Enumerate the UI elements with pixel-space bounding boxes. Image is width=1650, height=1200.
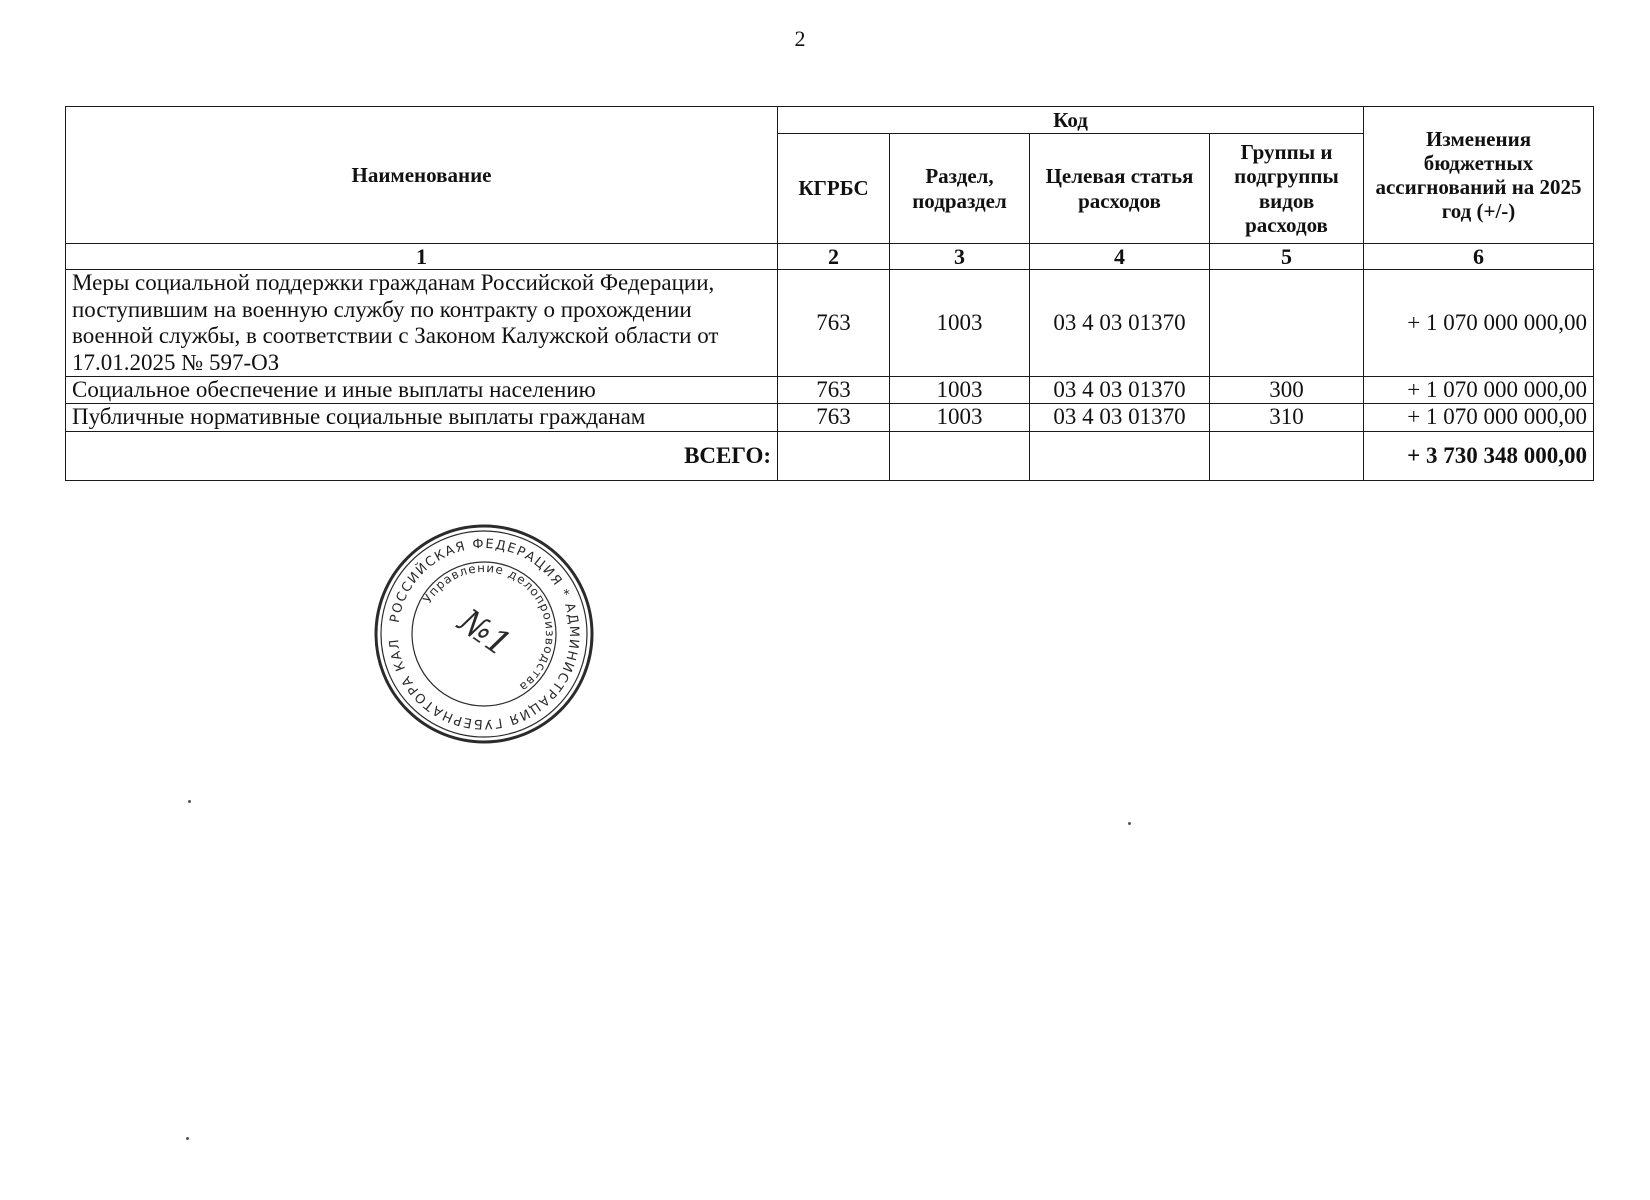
header-kgrbs: КГРБС (778, 134, 890, 244)
table-row (66, 377, 1594, 404)
stamp-center-number: №1 (451, 601, 519, 665)
row-section: 1003 (890, 270, 1030, 377)
header-row-top (66, 107, 1594, 134)
row-name: Меры социальной поддержки гражданам Российской Федерации, поступившим на военную службу по контракту о прохождении военной службы, в соответствии с Законом Калужской области от 17.01.2025 № 597-ОЗ (66, 270, 778, 377)
total-label: ВСЕГО: (66, 431, 778, 480)
table-row (66, 404, 1594, 431)
row-group: 310 (1210, 404, 1364, 431)
row-amount: + 1 070 000 000,00 (1364, 270, 1594, 377)
header-target: Целевая статья расходов (1030, 134, 1210, 244)
scan-speck (1128, 822, 1131, 825)
official-stamp (372, 522, 596, 746)
budget-table (65, 106, 1594, 481)
stamp-outer-text: РОССИЙСКАЯ ФЕДЕРАЦИЯ * АДМИНИСТРАЦИЯ ГУБЕРНАТОРА КАЛ (386, 536, 582, 732)
row-kgrbs: 763 (778, 404, 890, 431)
row-amount: + 1 070 000 000,00 (1364, 404, 1594, 431)
row-target: 03 4 03 01370 (1030, 377, 1210, 404)
row-section: 1003 (890, 404, 1030, 431)
row-section: 1003 (890, 377, 1030, 404)
scan-speck (186, 1137, 189, 1140)
stamp-inner-text: Управление делопроизводства (420, 560, 558, 695)
stamp-seal-icon (372, 522, 596, 746)
header-groups: Группы и подгруппы видов расходов (1210, 134, 1364, 244)
total-empty-cell (1210, 431, 1364, 480)
row-amount: + 1 070 000 000,00 (1364, 377, 1594, 404)
row-kgrbs: 763 (778, 270, 890, 377)
total-amount: + 3 730 348 000,00 (1364, 431, 1594, 480)
header-code-group: Код (778, 107, 1364, 134)
column-number-row (66, 244, 1594, 270)
header-section: Раздел, подраздел (890, 134, 1030, 244)
row-name: Социальное обеспечение и иные выплаты населению (66, 377, 778, 404)
total-row (66, 431, 1594, 480)
total-empty-cell (1030, 431, 1210, 480)
column-number: 4 (1030, 244, 1210, 270)
page-number: 2 (794, 26, 806, 51)
column-number: 1 (66, 244, 778, 270)
total-empty-cell (778, 431, 890, 480)
scan-speck (188, 800, 191, 803)
column-number: 2 (778, 244, 890, 270)
column-number: 3 (890, 244, 1030, 270)
table-row (66, 270, 1594, 377)
row-target: 03 4 03 01370 (1030, 270, 1210, 377)
column-number: 6 (1364, 244, 1594, 270)
row-group (1210, 270, 1364, 377)
row-target: 03 4 03 01370 (1030, 404, 1210, 431)
header-name: Наименование (66, 107, 778, 244)
row-kgrbs: 763 (778, 377, 890, 404)
row-name: Публичные нормативные социальные выплаты гражданам (66, 404, 778, 431)
total-empty-cell (890, 431, 1030, 480)
row-group: 300 (1210, 377, 1364, 404)
header-changes: Изменения бюджетных ассигнований на 2025 год (+/-) (1364, 107, 1594, 244)
column-number: 5 (1210, 244, 1364, 270)
